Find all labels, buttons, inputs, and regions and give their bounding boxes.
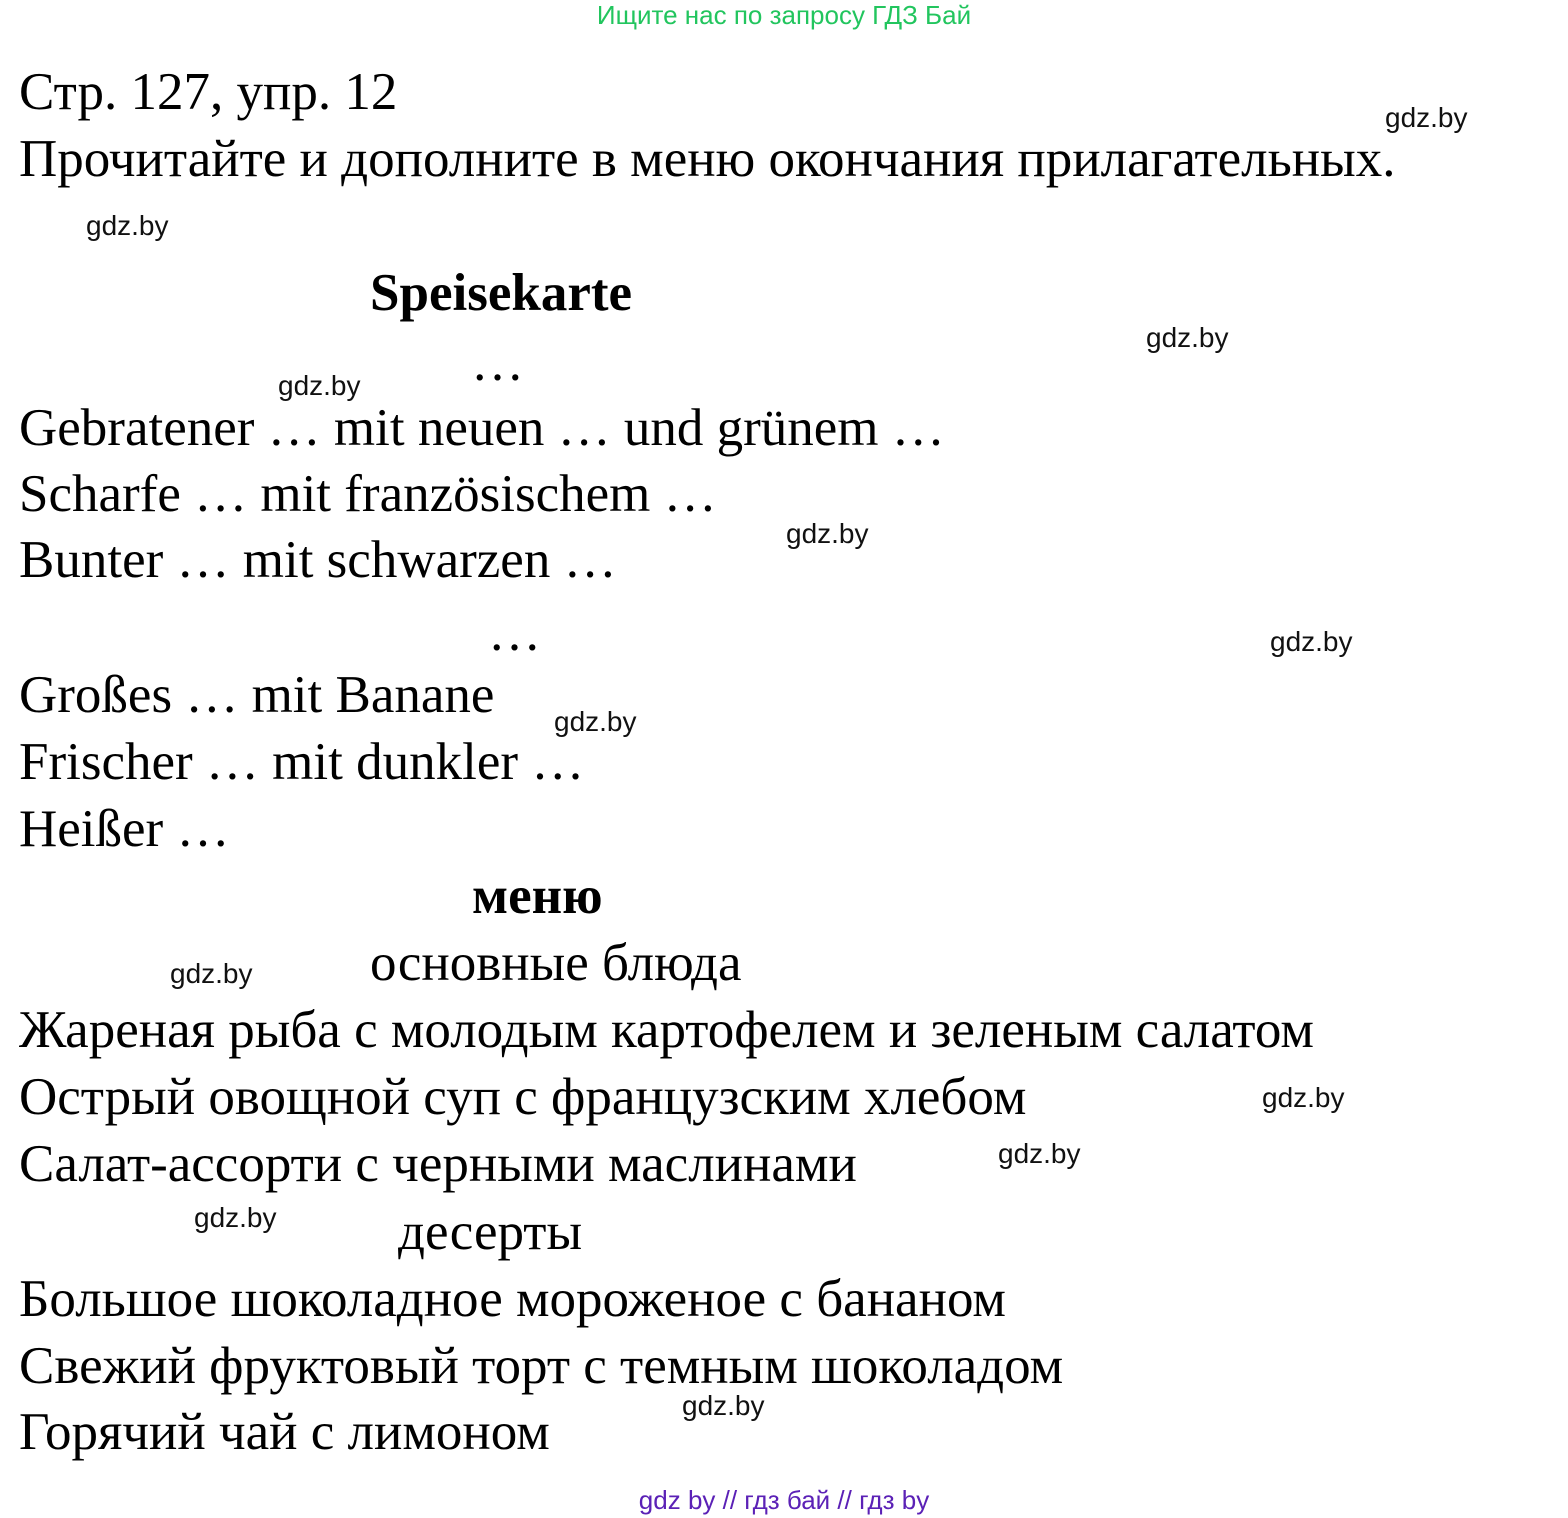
german-item: Scharfe … mit französischem … [19, 465, 717, 523]
russian-item: Острый овощной суп с французским хлебом [19, 1068, 1027, 1126]
german-section1-marker: … [471, 334, 524, 392]
russian-section2-title: десерты [398, 1203, 583, 1261]
watermark: gdz.by [170, 958, 253, 989]
german-item: Heißer … [19, 800, 230, 858]
search-banner [0, 2, 1568, 28]
german-item: Großes … mit Banane [19, 666, 495, 724]
german-section2-marker: … [488, 604, 541, 662]
german-item: Gebratener … mit neuen … und grünem … [19, 399, 945, 457]
watermark: gdz.by [278, 370, 361, 401]
watermark: gdz.by [554, 706, 637, 737]
footer-links [0, 1487, 1568, 1513]
russian-menu-title: меню [472, 867, 603, 925]
watermark: gdz.by [682, 1390, 765, 1421]
watermark: gdz.by [86, 210, 169, 241]
watermark: gdz.by [1385, 102, 1468, 133]
watermark: gdz.by [1262, 1082, 1345, 1113]
watermark: gdz.by [1270, 626, 1353, 657]
page-reference: Стр. 127, упр. 12 [19, 63, 398, 121]
watermark: gdz.by [194, 1202, 277, 1233]
german-menu-title: Speisekarte [370, 264, 633, 322]
search-banner-text: Ищите нас по запросу ГДЗ Бай [596, 0, 972, 30]
watermark: gdz.by [786, 518, 869, 549]
watermark: gdz.by [998, 1138, 1081, 1169]
german-item: Bunter … mit schwarzen … [19, 531, 617, 589]
footer-text: gdz by // гдз бай // гдз by [638, 1485, 930, 1515]
watermark: gdz.by [1146, 322, 1229, 353]
russian-item: Горячий чай с лимоном [19, 1403, 550, 1461]
russian-section1-title: основные блюда [370, 934, 742, 992]
russian-item: Жареная рыба с молодым картофелем и зеленым салатом [19, 1001, 1314, 1059]
russian-item: Салат-ассорти с черными маслинами [19, 1135, 857, 1193]
russian-item: Свежий фруктовый торт с темным шоколадом [19, 1337, 1064, 1395]
instruction-text: Прочитайте и дополните в меню окончания прилагательных. [19, 130, 1396, 188]
russian-item: Большое шоколадное мороженое с бананом [19, 1270, 1006, 1328]
german-item: Frischer … mit dunkler … [19, 733, 585, 791]
